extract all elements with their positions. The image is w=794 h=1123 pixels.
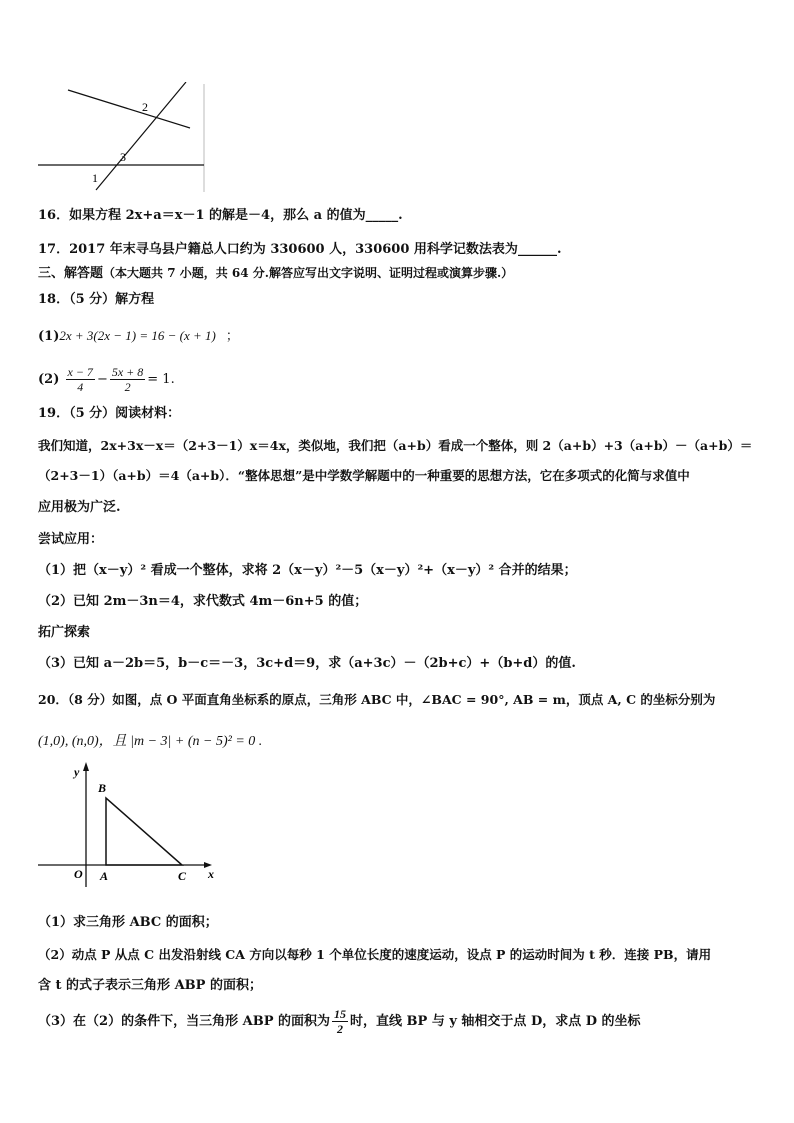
q20-item-2-line-2: 含 t 的式子表示三角形 ABP 的面积； [38,978,262,993]
q16-text: 如果方程 2x+a＝x－1 的解是－4，那么 a 的值为 [69,208,366,223]
question-17 [38,241,561,259]
q18-part1 [38,327,239,346]
question-20-head: 20．（8 分）如图，点 O 平面直角坐标系的原点，三角形 ABC 中，∠BAC = 90°, AB = m，顶点 A, C 的坐标分别为 [38,692,716,707]
q20-item-3-part-b: 时，直线 BP 与 y 轴相交于点 D，求点 D 的坐标 [350,1014,641,1029]
q20-item-1: （1）求三角形 ABC 的面积； [38,915,218,930]
section-3-note: （本大题共 7 小题，共 64 分.解答应写出文字说明、证明过程或演算步骤.） [103,266,514,280]
q19-item-3: （3）已知 a－2b＝5，b－c＝－3，3c+d＝9，求（a+3c）－（2b+c）+（b+d）的值. [38,656,576,671]
q19-item-1: （1）把（x－y）² 看成一个整体，求将 2（x－y）²－5（x－y）²+（x－y）² 合并的结果； [38,563,577,578]
q16-blank: _____ [365,208,399,223]
q17-end: . [556,242,562,257]
label-y: y [74,765,80,779]
section-3-heading [38,264,513,283]
question-19-head: 19．（5 分）阅读材料： [38,406,181,421]
q18-fraction-2 [110,365,145,394]
question-18-head: 18．（5 分）解方程 [38,292,155,307]
triangle-abc [106,798,182,865]
q19-item-2: （2）已知 2m－3n＝4，求代数式 4m－6n+5 的值； [38,594,368,609]
q18-fraction-1-denominator: 4 [77,380,84,394]
angle-label-3: 3 [120,150,126,164]
q17-blank: ______ [517,242,557,257]
q20-item-3 [38,1004,641,1040]
q18-part1-equation: 2x + 3(2x − 1) = 16 − (x + 1) [59,328,216,343]
figure-intersecting-lines [36,82,206,194]
q20-coordinate-graph [36,762,226,892]
line-upper [68,90,190,128]
q20-coords: (1,0), (n,0)，且 |m − 3| + (n − 5)² = 0 . [38,734,263,749]
q18-part1-end: ； [225,329,239,344]
label-c: C [178,869,187,883]
q18-fraction-2-numerator: 5x + 8 [111,365,144,379]
q18-fraction-1 [66,365,95,394]
q20-item-3-part-a: （3）在（2）的条件下，当三角形 ABP 的面积为 [38,1014,330,1029]
angle-label-2: 2 [142,100,148,114]
section-3-title: 三、解答题 [38,266,104,281]
q18-part2-label: (2) [38,372,60,387]
q20-item-3-numerator: 15 [334,1007,346,1021]
q18-minus: − [96,372,108,387]
q18-fraction-1-numerator: x − 7 [67,365,93,379]
label-a: A [100,869,109,883]
q16-number: 16． [38,208,70,223]
q19-para-line-1: 我们知道，2x+3x－x＝（2+3－1）x＝4x，类似地，我们把（a+b）看成一个整体，则 2（a+b）+3（a+b）－（a+b）＝ [38,438,753,453]
label-b: B [98,781,107,795]
label-x: x [208,867,214,881]
q16-end: . [398,208,403,223]
angle-label-1: 1 [92,171,98,185]
q18-part2 [38,360,175,400]
label-o: O [74,867,83,881]
q19-para-line-2: （2+3－1）（a+b）＝4（a+b）．“整体思想”是中学数学解题中的一种重要的思想方法，它在多项式的化简与求值中 [38,468,690,483]
y-axis-arrow [83,762,89,771]
q17-number: 17． [38,242,70,257]
q18-fraction-2-denominator: 2 [124,380,131,394]
line-transversal [96,82,186,190]
q18-part1-label: (1) [38,329,60,344]
q20-item-3-fraction [332,1007,348,1036]
q20-item-3-denominator: 2 [337,1022,343,1036]
q19-para-line-3: 应用极为广泛. [38,500,121,515]
q19-try-title: 尝试应用： [38,532,104,547]
question-16 [38,207,403,225]
q20-item-2-line-1: （2）动点 P 从点 C 出发沿射线 CA 方向以每秒 1 个单位长度的速度运动，设点 P 的运动时间为 t 秒．连接 PB，请用 [38,947,712,962]
q19-explore-title: 拓广探索 [38,625,91,640]
q18-rhs: = 1. [147,372,175,387]
q17-text: 2017 年末寻乌县户籍总人口约为 330600 人，330600 用科学记数法表为 [69,242,518,257]
